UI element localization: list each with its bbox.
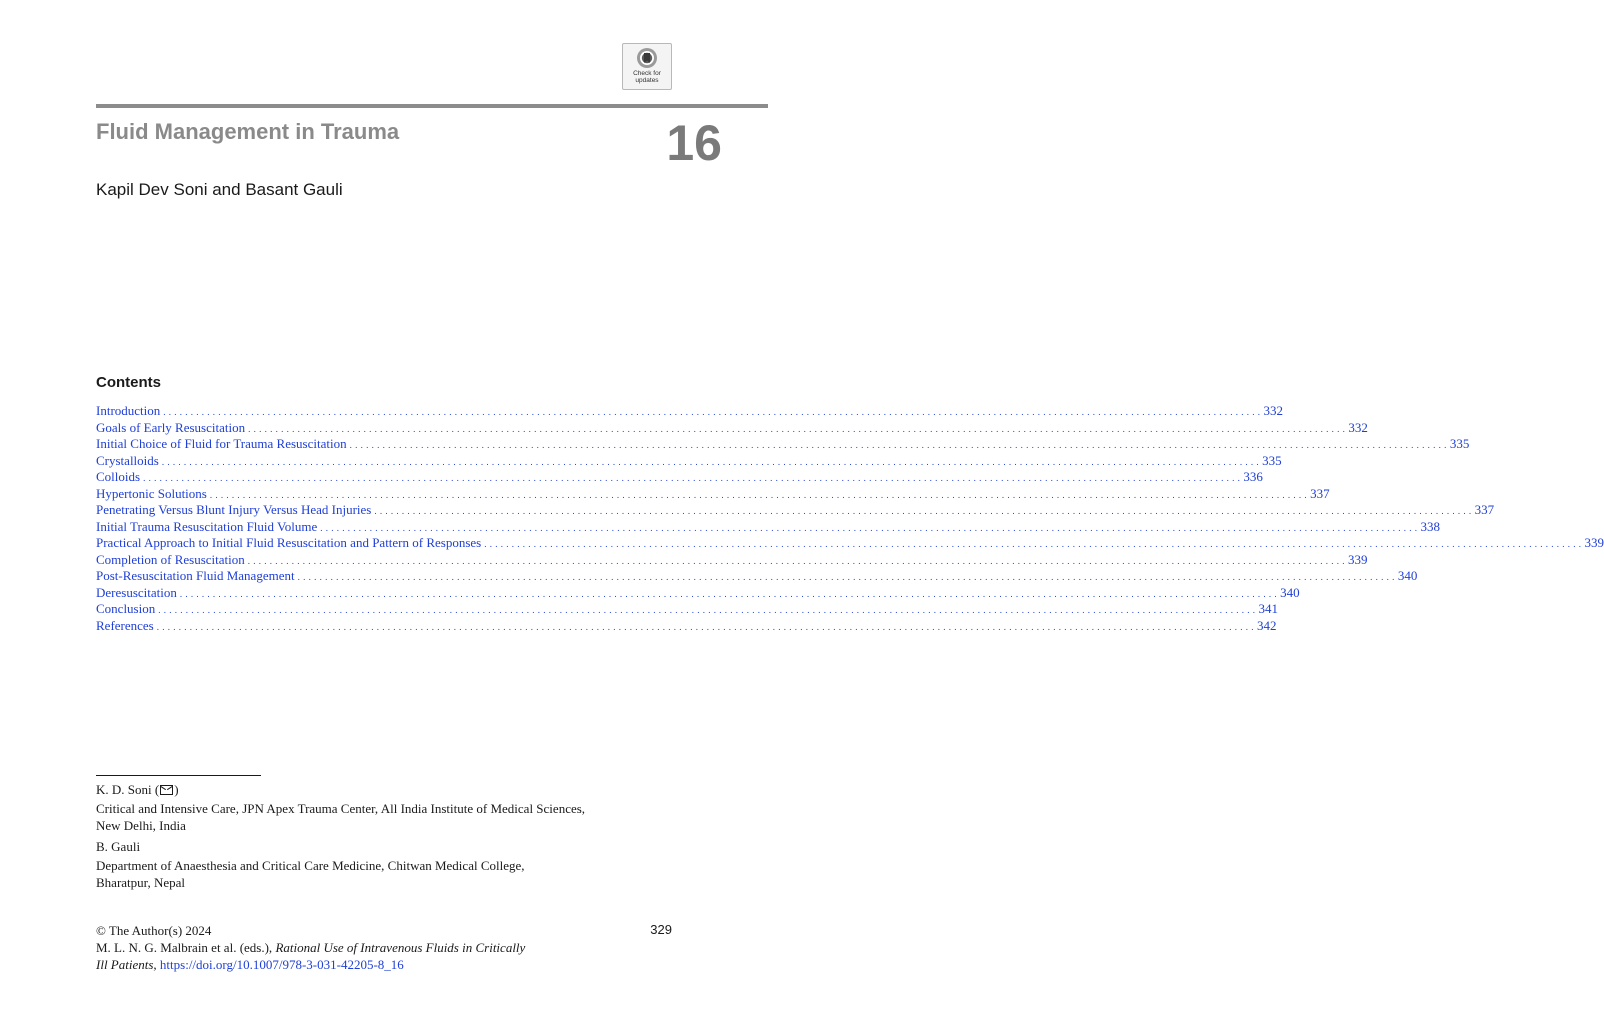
toc-entry[interactable] — [96, 601, 1278, 618]
toc-entry-title: Goals of Early Resuscitation — [96, 419, 246, 435]
copyright-block — [96, 922, 636, 973]
toc-dot-leader: . . . . . . . . . . . . . . . . . . . . . . . . . . . . . . . . . . . . . . . . . . . . . . . . . . . . . . . . . . . . . . . . . . . . . . . . . . . . . . . . . . . . . . . . . . . . . . . . . . . . . . . . . . . . . . . . . . . . . . . . . . . . . . . . . . . . . . . . . . . . . . . . . . . . . . . . . . . . . . . . . . . . . . . . . . . . . . . . . . . . . . . . . . . . . . . . . . . . . . . . — [297, 572, 1395, 582]
bookmark-check-icon — [636, 47, 658, 69]
citation-line-2 — [96, 956, 636, 973]
book-title-part-1: Rational Use of Intravenous Fluids in Critically — [275, 940, 526, 955]
citation-separator: , — [153, 957, 160, 972]
toc-entry-page: 342 — [1257, 617, 1277, 633]
author-name-paren-close: ) — [174, 782, 179, 797]
toc-entry-page: 341 — [1258, 601, 1278, 616]
chapter-number: 16 — [666, 115, 722, 171]
toc-dot-leader: . . . . . . . . . . . . . . . . . . . . . . . . . . . . . . . . . . . . . . . . . . . . . . . . . . . . . . . . . . . . . . . . . . . . . . . . . . . . . . . . . . . . . . . . . . . . . . . . . . . . . . . . . . . . . . . . . . . . . . . . . . . . . . . . . . . . . . . . . . . . . . . . . . . . . . . . . . . . . . . . . . . . . . . . . . . . . . . . . . . . . . . . . . . . . . . . . . . . . . . . — [179, 588, 1278, 599]
toc-entry[interactable] — [96, 617, 1277, 635]
toc-entry[interactable] — [96, 584, 1300, 602]
toc-dot-leader: . . . . . . . . . . . . . . . . . . . . . . . . . . . . . . . . . . . . . . . . . . . . . . . . . . . . . . . . . . . . . . . . . . . . . . . . . . . . . . . . . . . . . . . . . . . . . . . . . . . . . . . . . . . . . . . . . . . . . . . . . . . . . . . . . . . . . . . . . . . . . . . . . . . . . . . . . . . . . . . . . . . . . . . . . . . . . . . . . . . . . . . . . . . . . . . . . . . . . . . . — [374, 506, 1472, 516]
toc-entry-title: Conclusion — [96, 601, 156, 616]
envelope-icon[interactable] — [160, 785, 173, 795]
affiliation-author-name — [96, 781, 676, 798]
toc-entry-title: Deresuscitation — [96, 584, 177, 600]
chapter-authors: Kapil Dev Soni and Basant Gauli — [96, 180, 343, 199]
toc-entry[interactable] — [96, 551, 1368, 569]
toc-entry-page: 332 — [1263, 403, 1284, 418]
toc-entry-page: 337 — [1474, 502, 1495, 517]
toc-dot-leader: . . . . . . . . . . . . . . . . . . . . . . . . . . . . . . . . . . . . . . . . . . . . . . . . . . . . . . . . . . . . . . . . . . . . . . . . . . . . . . . . . . . . . . . . . . . . . . . . . . . . . . . . . . . . . . . . . . . . . . . . . . . . . . . . . . . . . . . . . . . . . . . . . . . . . . . . . . . . . . . . . . . . . . . . . . . . . . . . . . . . . . . . . . . . . . . . . . . . . . . . — [156, 621, 1254, 632]
toc-entry-page: 338 — [1420, 518, 1440, 534]
affiliation-line-2: Bharatpur, Nepal — [96, 875, 186, 890]
toc-entry-page: 339 — [1584, 535, 1604, 550]
header-rule — [96, 104, 768, 108]
book-title-part-2: Ill Patients — [96, 957, 154, 972]
toc-entry-title: Crystalloids — [96, 452, 159, 468]
toc-entry[interactable] — [96, 469, 1263, 486]
toc-entry-page: 335 — [1449, 436, 1470, 451]
footnote-rule — [96, 775, 261, 776]
affiliation-author-name: B. Gauli — [96, 839, 141, 854]
affiliation-line-1: Department of Anaesthesia and Critical Care Medicine, Chitwan Medical College, — [96, 858, 525, 873]
toc-entry[interactable] — [96, 419, 1368, 437]
table-of-contents — [96, 403, 1604, 634]
toc-entry[interactable] — [96, 452, 1282, 470]
toc-entry-title: Penetrating Versus Blunt Injury Versus Head Injuries — [96, 502, 372, 517]
toc-dot-leader: . . . . . . . . . . . . . . . . . . . . . . . . . . . . . . . . . . . . . . . . . . . . . . . . . . . . . . . . . . . . . . . . . . . . . . . . . . . . . . . . . . . . . . . . . . . . . . . . . . . . . . . . . . . . . . . . . . . . . . . . . . . . . . . . . . . . . . . . . . . . . . . . . . . . . . . . . . . . . . . . . . . . . . . . . . . . . . . . . . . . . . . . . . . . . . . . . . . . . . . . — [163, 407, 1261, 417]
affiliation-gauli — [96, 838, 676, 891]
toc-entry-page: 340 — [1280, 584, 1300, 600]
toc-entry-title: Completion of Resuscitation — [96, 551, 245, 567]
toc-entry-title: Post-Resuscitation Fluid Management — [96, 568, 295, 583]
page-number: 329 — [650, 922, 672, 937]
toc-entry-page: 336 — [1243, 469, 1263, 484]
doi-link[interactable]: https://doi.org/10.1007/978-3-031-42205-8_16 — [159, 957, 404, 972]
affiliation-soni — [96, 781, 676, 834]
toc-entry[interactable] — [96, 436, 1470, 453]
affiliation-line-1: Critical and Intensive Care, JPN Apex Trauma Center, All India Institute of Medical Sciences, — [96, 801, 586, 816]
toc-dot-leader: . . . . . . . . . . . . . . . . . . . . . . . . . . . . . . . . . . . . . . . . . . . . . . . . . . . . . . . . . . . . . . . . . . . . . . . . . . . . . . . . . . . . . . . . . . . . . . . . . . . . . . . . . . . . . . . . . . . . . . . . . . . . . . . . . . . . . . . . . . . . . . . . . . . . . . . . . . . . . . . . . . . . . . . . . . . . . . . . . . . . . . . . . . . . . . . . . . . . . . . . — [158, 605, 1256, 615]
toc-entry-page: 339 — [1348, 551, 1368, 567]
toc-entry[interactable] — [96, 485, 1330, 503]
toc-entry-title: Initial Choice of Fluid for Trauma Resuscitation — [96, 436, 347, 451]
toc-dot-leader: . . . . . . . . . . . . . . . . . . . . . . . . . . . . . . . . . . . . . . . . . . . . . . . . . . . . . . . . . . . . . . . . . . . . . . . . . . . . . . . . . . . . . . . . . . . . . . . . . . . . . . . . . . . . . . . . . . . . . . . . . . . . . . . . . . . . . . . . . . . . . . . . . . . . . . . . . . . . . . . . . . . . . . . . . . . . . . . . . . . . . . . . . . . . . . . . . . . . . . . . — [320, 522, 1418, 533]
toc-dot-leader: . . . . . . . . . . . . . . . . . . . . . . . . . . . . . . . . . . . . . . . . . . . . . . . . . . . . . . . . . . . . . . . . . . . . . . . . . . . . . . . . . . . . . . . . . . . . . . . . . . . . . . . . . . . . . . . . . . . . . . . . . . . . . . . . . . . . . . . . . . . . . . . . . . . . . . . . . . . . . . . . . . . . . . . . . . . . . . . . . . . . . . . . . . . . . . . . . . . . . . . . — [247, 555, 1346, 566]
toc-entry-page: 340 — [1397, 568, 1418, 583]
toc-entry-page: 332 — [1348, 419, 1368, 435]
check-for-updates-badge[interactable] — [622, 43, 672, 90]
toc-entry-title: References — [96, 617, 154, 633]
toc-entry-title: Introduction — [96, 403, 161, 418]
toc-entry-title: Colloids — [96, 469, 141, 484]
author-name-text: K. D. Soni — [96, 782, 152, 797]
author-name-paren-open: ( — [154, 782, 160, 797]
toc-entry-page: 335 — [1262, 452, 1282, 468]
toc-entry[interactable] — [96, 518, 1440, 536]
toc-dot-leader: . . . . . . . . . . . . . . . . . . . . . . . . . . . . . . . . . . . . . . . . . . . . . . . . . . . . . . . . . . . . . . . . . . . . . . . . . . . . . . . . . . . . . . . . . . . . . . . . . . . . . . . . . . . . . . . . . . . . . . . . . . . . . . . . . . . . . . . . . . . . . . . . . . . . . . . . . . . . . . . . . . . . . . . . . . . . . . . . . . . . . . . . . . . . . . . . . . . . . . . . — [209, 489, 1308, 500]
toc-dot-leader: . . . . . . . . . . . . . . . . . . . . . . . . . . . . . . . . . . . . . . . . . . . . . . . . . . . . . . . . . . . . . . . . . . . . . . . . . . . . . . . . . . . . . . . . . . . . . . . . . . . . . . . . . . . . . . . . . . . . . . . . . . . . . . . . . . . . . . . . . . . . . . . . . . . . . . . . . . . . . . . . . . . . . . . . . . . . . . . . . . . . . . . . . . . . . . . . . . . . . . . . — [349, 440, 1447, 450]
toc-entry[interactable] — [96, 535, 1604, 552]
copyright-line: © The Author(s) 2024 — [96, 923, 212, 938]
toc-entry-title: Hypertonic Solutions — [96, 485, 207, 501]
affiliation-line-2: New Delhi, India — [96, 818, 186, 833]
citation-line-1 — [96, 939, 636, 956]
toc-dot-leader: . . . . . . . . . . . . . . . . . . . . . . . . . . . . . . . . . . . . . . . . . . . . . . . . . . . . . . . . . . . . . . . . . . . . . . . . . . . . . . . . . . . . . . . . . . . . . . . . . . . . . . . . . . . . . . . . . . . . . . . . . . . . . . . . . . . . . . . . . . . . . . . . . . . . . . . . . . . . . . . . . . . . . . . . . . . . . . . . . . . . . . . . . . . . . . . . . . . . . . . . — [143, 473, 1241, 483]
toc-entry[interactable] — [96, 568, 1418, 585]
contents-heading: Contents — [96, 374, 161, 391]
chapter-title: Fluid Management in Trauma — [96, 119, 400, 144]
toc-entry-page: 337 — [1310, 485, 1330, 501]
toc-dot-leader: . . . . . . . . . . . . . . . . . . . . . . . . . . . . . . . . . . . . . . . . . . . . . . . . . . . . . . . . . . . . . . . . . . . . . . . . . . . . . . . . . . . . . . . . . . . . . . . . . . . . . . . . . . . . . . . . . . . . . . . . . . . . . . . . . . . . . . . . . . . . . . . . . . . . . . . . . . . . . . . . . . . . . . . . . . . . . . . . . . . . . . . . . . . . . . . . . . . . . . . . — [484, 539, 1582, 549]
toc-dot-leader: . . . . . . . . . . . . . . . . . . . . . . . . . . . . . . . . . . . . . . . . . . . . . . . . . . . . . . . . . . . . . . . . . . . . . . . . . . . . . . . . . . . . . . . . . . . . . . . . . . . . . . . . . . . . . . . . . . . . . . . . . . . . . . . . . . . . . . . . . . . . . . . . . . . . . . . . . . . . . . . . . . . . . . . . . . . . . . . . . . . . . . . . . . . . . . . . . . . . . . . . — [161, 456, 1260, 467]
toc-entry-title: Practical Approach to Initial Fluid Resuscitation and Pattern of Responses — [96, 535, 482, 550]
toc-entry[interactable] — [96, 502, 1495, 519]
toc-entry-title: Initial Trauma Resuscitation Fluid Volume — [96, 518, 318, 534]
check-for-updates-label: Check for updates — [633, 70, 661, 84]
toc-dot-leader: . . . . . . . . . . . . . . . . . . . . . . . . . . . . . . . . . . . . . . . . . . . . . . . . . . . . . . . . . . . . . . . . . . . . . . . . . . . . . . . . . . . . . . . . . . . . . . . . . . . . . . . . . . . . . . . . . . . . . . . . . . . . . . . . . . . . . . . . . . . . . . . . . . . . . . . . . . . . . . . . . . . . . . . . . . . . . . . . . . . . . . . . . . . . . . . . . . . . . . . . — [248, 423, 1346, 434]
citation-prefix: M. L. N. G. Malbrain et al. (eds.), — [96, 940, 276, 955]
toc-entry[interactable] — [96, 403, 1284, 420]
